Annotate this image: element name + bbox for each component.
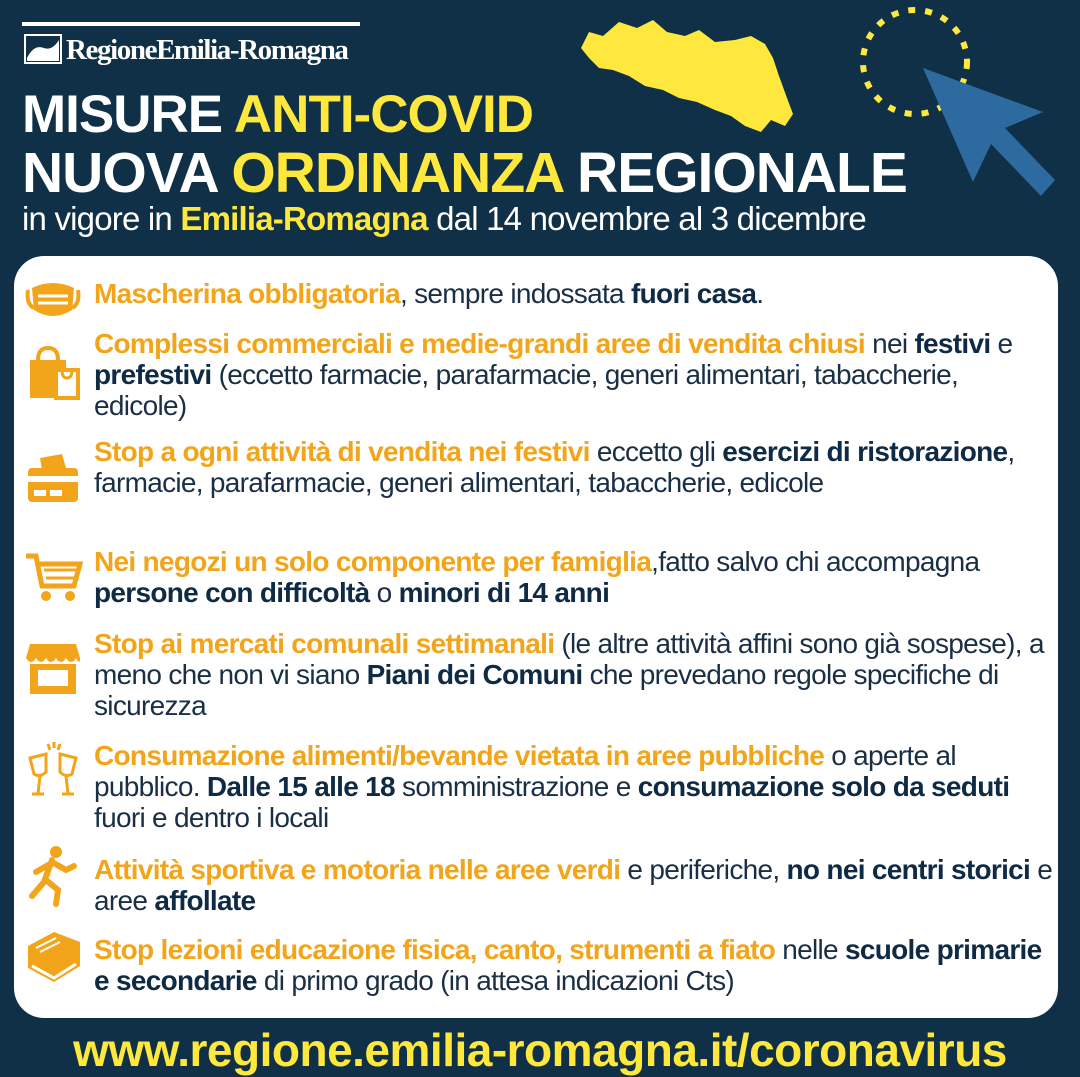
measure-bold: scuole primarie e secondarie [94,934,1042,996]
toast-glasses-icon [22,740,84,802]
measure-item-markets [94,628,1054,721]
measure-text [94,934,1054,996]
title-misure: MISURE [22,85,234,144]
title-nuova: NUOVA [22,141,232,205]
measure-detail: somministrazione e [394,771,638,802]
measure-bold: persone con difficoltà [94,577,370,608]
measure-text [94,628,1054,721]
measure-bold: festivi [914,328,991,359]
measure-detail: e aree [94,854,1053,916]
credit-card-icon [22,450,84,512]
main-title-line2 [22,140,907,206]
measure-detail: che prevedano regole specifiche di sicurezza [94,659,999,721]
subtitle-dates: dal 14 novembre al 3 dicembre [427,200,866,237]
measure-detail: ,fatto salvo chi accompagna [651,546,980,577]
measure-detail: o [369,577,399,608]
measure-bold: fuori casa [631,278,757,309]
region-emblem-icon [24,34,62,64]
measure-detail: eccetto gli [589,436,723,467]
measure-bold: no nei centri storici [786,854,1031,885]
logo-text: RegioneEmilia-Romagna [66,34,348,66]
logo-rule [22,22,360,26]
measure-heading: Consumazione alimenti/bevande vietata in aree pubbliche [94,740,825,771]
running-person-icon [22,846,84,908]
subtitle-prefix: in vigore in [22,200,181,237]
subtitle [22,200,866,238]
book-icon [22,926,84,988]
title-regionale: REGIONALE [562,141,907,205]
measures-card [14,256,1058,1018]
measure-heading: Stop a ogni attività di vendita nei festivi [94,436,590,467]
measure-item-sports [94,854,1054,916]
measure-text [94,328,1054,421]
region-logo [22,22,360,72]
measure-heading: Complessi commerciali e medie-grandi aree di vendita chiusi [94,328,865,359]
measure-heading: Attività sportiva e motoria nelle aree verdi [94,854,621,885]
measure-detail: (le altre attività affini sono già sospese), a meno che non vi siano [94,628,1044,690]
measure-item-shops [94,546,1054,608]
shopping-cart-icon [22,546,84,608]
measure-detail: , sempre indossata [399,278,632,309]
measure-bold: consumazione solo da seduti [637,771,1010,802]
measure-detail: di primo grado (in attesa indicazioni Cts) [256,965,735,996]
face-mask-icon [22,268,84,330]
measure-item-sales-stop [94,436,1054,498]
measure-item-mask [94,278,1054,309]
subtitle-region: Emilia-Romagna [180,200,428,237]
measure-bold: esercizi di ristorazione [722,436,1008,467]
market-stall-icon [22,638,84,700]
shopping-bag-icon [22,342,84,404]
measure-item-school [94,934,1054,996]
emilia-romagna-map-icon [575,14,795,139]
measure-detail: fuori e dentro i locali [94,802,329,833]
measure-bold: affollate [154,885,256,916]
measure-detail: e periferiche, [620,854,787,885]
measure-heading: Stop lezioni educazione fisica, canto, strumenti a fiato [94,934,776,965]
title-anti-covid: ANTI-COVID [233,85,534,144]
measure-heading: Stop ai mercati comunali settimanali [94,628,555,659]
measure-text [94,278,1054,309]
title-ordinanza: ORDINANZA [231,141,563,205]
measure-detail: o aperte al pubblico. [94,740,956,802]
measure-heading: Nei negozi un solo componente per famiglia [94,546,652,577]
measure-bold: Dalle 15 alle 18 [206,771,395,802]
measure-detail: nei [865,328,915,359]
measure-bold: prefestivi [94,359,212,390]
measure-text [94,854,1054,916]
measure-item-shopping-centers [94,328,1054,421]
measure-text [94,436,1054,498]
measure-detail: , farmacie, parafarmacie, generi alimentari, tabaccherie, edicole [94,436,1015,498]
footer-url-link[interactable]: www.regione.emilia-romagna.it/coronavirus [73,1024,1007,1076]
measure-bold: Piani dei Comuni [366,659,583,690]
measure-item-food-drinks [94,740,1054,833]
measure-bold: minori di 14 anni [398,577,610,608]
measure-heading: Mascherina obbligatoria [94,278,400,309]
measure-text [94,740,1054,833]
measure-detail: (eccetto farmacie, parafarmacie, generi alimentari, tabaccherie, edicole) [94,359,959,421]
measure-detail: . [756,278,764,309]
main-title-line1 [22,84,533,145]
measure-detail: nelle [775,934,845,965]
measure-detail: e [990,328,1013,359]
measure-text [94,546,1054,608]
